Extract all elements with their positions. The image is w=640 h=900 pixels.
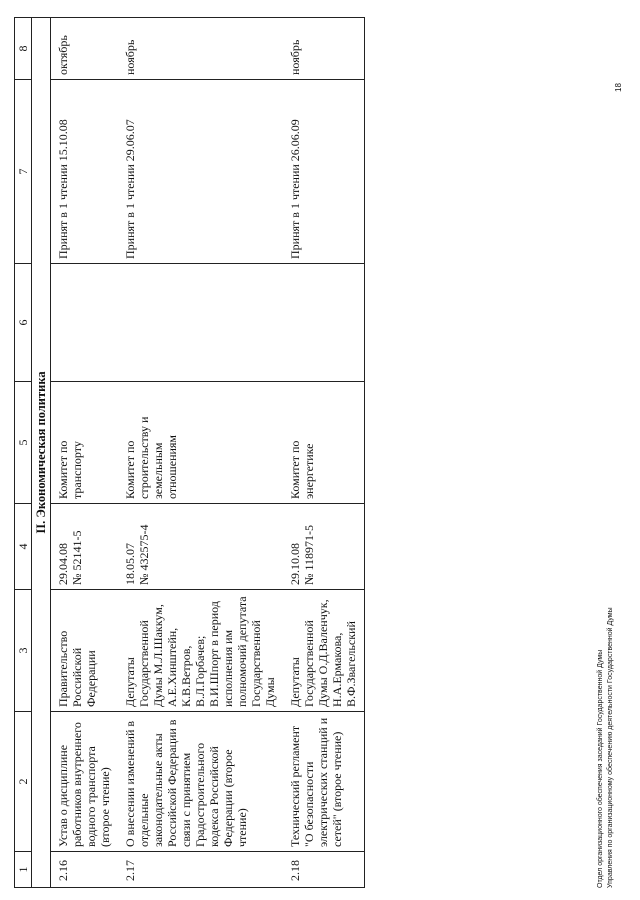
table-row bbox=[118, 18, 283, 888]
registration-cell bbox=[118, 504, 283, 590]
column-header: 2 bbox=[15, 712, 32, 852]
column-6-cell bbox=[283, 264, 365, 382]
bill-title: Технический регламент "О безопасности электрических станций и сетей" (второе чтение) bbox=[283, 712, 365, 852]
column-header: 4 bbox=[15, 504, 32, 590]
planned-month: ноябрь bbox=[283, 18, 365, 80]
bill-status: Принят в 1 чтении 15.10.08 bbox=[51, 80, 119, 264]
page-number: 18 bbox=[614, 83, 623, 92]
column-number-row bbox=[15, 18, 32, 888]
section-title: II. Экономическая политика bbox=[32, 18, 51, 888]
registration-cell bbox=[51, 504, 119, 590]
table-row bbox=[51, 18, 119, 888]
registration-number: № 52141-5 bbox=[70, 530, 84, 585]
bill-initiator: Правительство Российской Федерации bbox=[51, 590, 119, 712]
page-footer bbox=[596, 18, 616, 888]
column-header: 1 bbox=[15, 852, 32, 888]
column-header: 3 bbox=[15, 590, 32, 712]
bill-initiator: Депутаты Государственной Думы М.Л.Шаккум, А.Е.Хинштейн, К.В.Ветров, В.Л.Горбачев; В.И.Шпорт в период исполнения им полномочий депутата Государственной Думы bbox=[118, 590, 283, 712]
planned-month: октябрь bbox=[51, 18, 119, 80]
legislation-table bbox=[14, 17, 365, 888]
registration-date: 18.05.07 bbox=[123, 543, 137, 585]
row-number: 2.16 bbox=[51, 852, 119, 888]
table-row bbox=[283, 18, 365, 888]
registration-number: № 118971-5 bbox=[302, 525, 316, 585]
column-header: 7 bbox=[15, 80, 32, 264]
footer-line-directorate: Управления по организационному обеспечению деятельности Государственной Думы bbox=[607, 607, 614, 888]
column-header: 8 bbox=[15, 18, 32, 80]
column-header: 5 bbox=[15, 382, 32, 504]
responsible-committee: Комитет по транспорту bbox=[51, 382, 119, 504]
column-6-cell bbox=[118, 264, 283, 382]
footer-line-department: Отдел организационного обеспечения заседаний Государственной Думы bbox=[597, 649, 604, 888]
column-header: 6 bbox=[15, 264, 32, 382]
registration-date: 29.04.08 bbox=[56, 543, 70, 585]
bill-status: Принят в 1 чтении 29.06.07 bbox=[118, 80, 283, 264]
section-row bbox=[32, 18, 51, 888]
bill-title: О внесении изменений в отдельные законодательные акты Российской Федерации в связи с принятием Градостроительного кодекса Российской Федерации (второе чтение) bbox=[118, 712, 283, 852]
registration-number: № 432575-4 bbox=[137, 524, 151, 585]
bill-initiator: Депутаты Государственной Думы О.Д.Валенчук, Н.А.Ермакова, В.Ф.Звагельский bbox=[283, 590, 365, 712]
bill-status: Принят в 1 чтении 26.06.09 bbox=[283, 80, 365, 264]
registration-cell bbox=[283, 504, 365, 590]
responsible-committee: Комитет по энергетике bbox=[283, 382, 365, 504]
bill-title: Устав о дисциплине работников внутреннего водного транспорта (второе чтение) bbox=[51, 712, 119, 852]
responsible-committee: Комитет по строительству и земельным отношениям bbox=[118, 382, 283, 504]
column-6-cell bbox=[51, 264, 119, 382]
registration-date: 29.10.08 bbox=[288, 543, 302, 585]
planned-month: ноябрь bbox=[118, 18, 283, 80]
row-number: 2.18 bbox=[283, 852, 365, 888]
row-number: 2.17 bbox=[118, 852, 283, 888]
